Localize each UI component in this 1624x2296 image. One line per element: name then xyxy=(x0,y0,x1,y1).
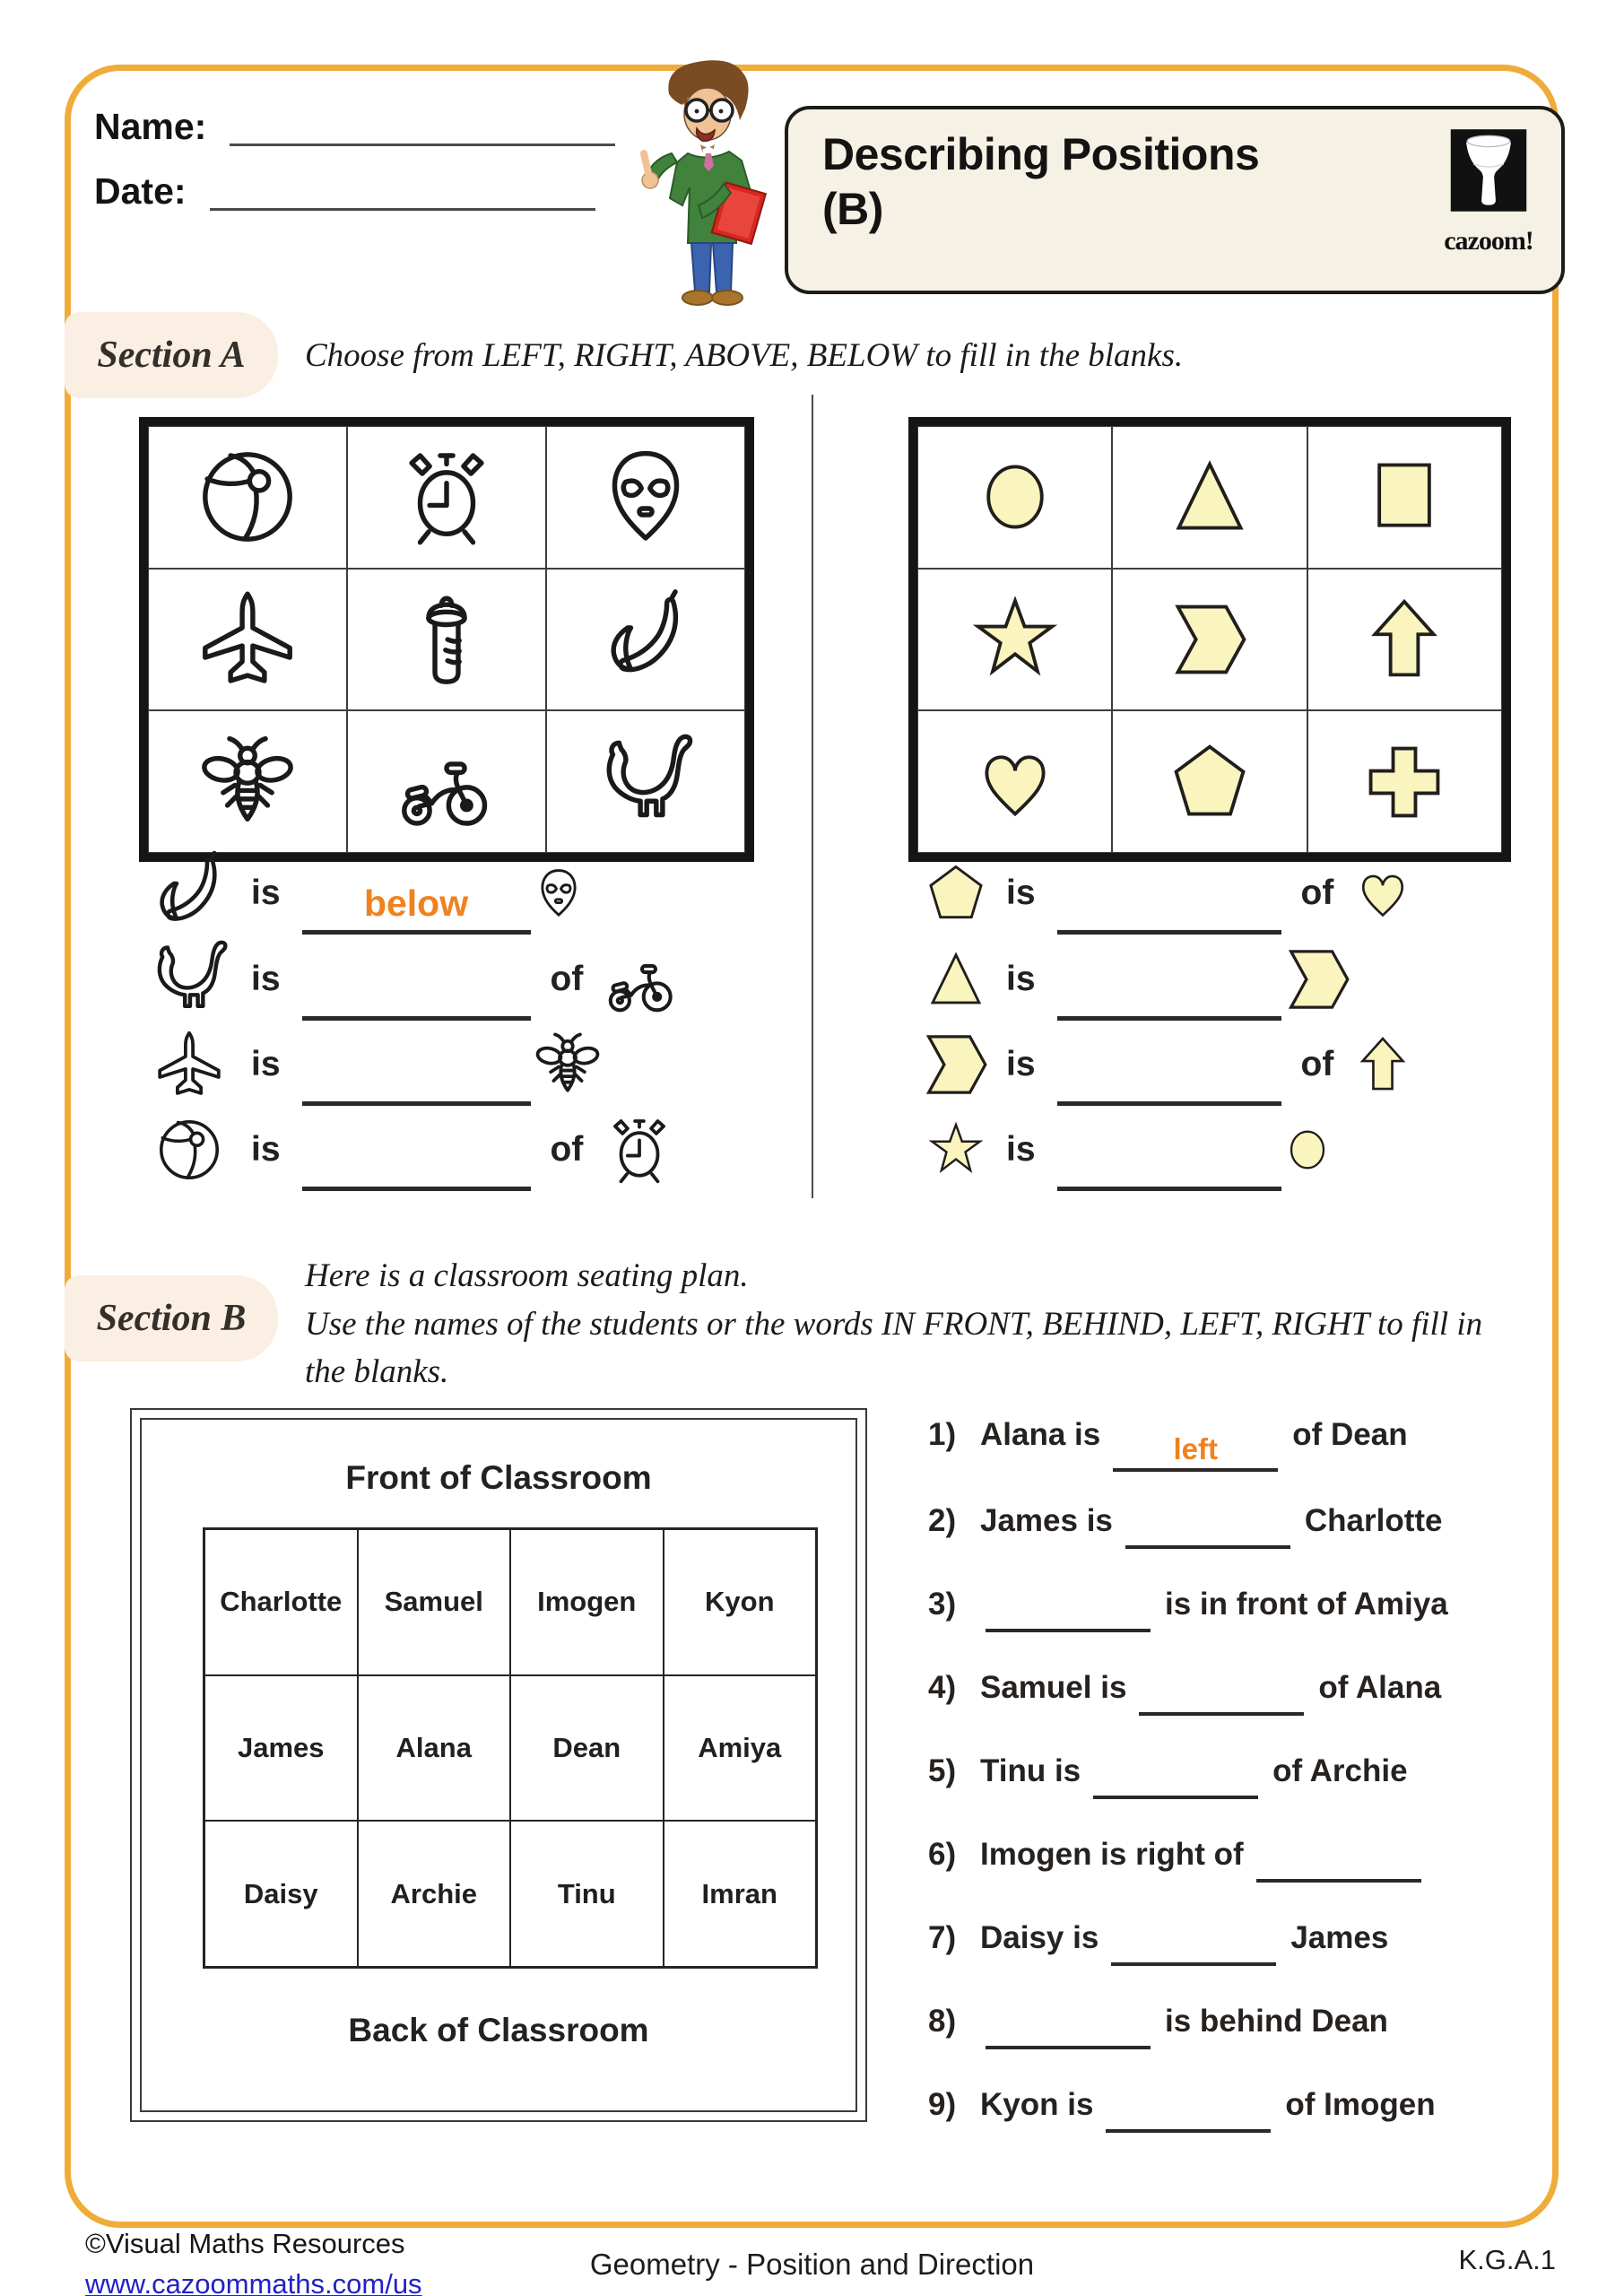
question-number: 3) xyxy=(928,1587,957,1622)
dinosaur-icon xyxy=(146,936,232,1022)
seat-cell: James xyxy=(204,1675,358,1822)
section-b-instruction xyxy=(305,1252,1511,1396)
ball-icon xyxy=(148,426,347,569)
sentence-verb: is xyxy=(251,1045,281,1083)
question-4 xyxy=(928,1667,1441,1716)
seat-cell: Kyon xyxy=(664,1529,817,1675)
seat-cell: Amiya xyxy=(664,1675,817,1822)
question-text-post: Charlotte xyxy=(1304,1503,1443,1538)
seat-cell: Archie xyxy=(358,1821,511,1967)
answer-blank[interactable] xyxy=(1057,941,1281,1021)
answer-blank[interactable] xyxy=(1111,1918,1276,1966)
star-icon xyxy=(917,569,1112,711)
bee-icon xyxy=(148,710,347,853)
page-title-line1: Describing Positions xyxy=(822,129,1260,179)
sentence-row xyxy=(135,1023,604,1106)
question-text-post: is behind Dean xyxy=(1165,2004,1388,2039)
heart-icon xyxy=(917,710,1112,853)
answer-blank[interactable] xyxy=(1057,855,1281,935)
sentence-row xyxy=(913,1023,1412,1106)
chevron-icon xyxy=(1281,943,1355,1016)
seat-cell: Alana xyxy=(358,1675,511,1822)
bee-icon xyxy=(531,1028,604,1101)
question-number: 2) xyxy=(928,1503,957,1538)
name-input-line[interactable] xyxy=(230,104,615,146)
section-a-label: Section A xyxy=(65,312,278,398)
question-3 xyxy=(928,1584,1448,1632)
question-text-post: of Alana xyxy=(1318,1670,1442,1705)
question-number: 9) xyxy=(928,2087,957,2122)
answer-blank[interactable] xyxy=(1256,1834,1421,1883)
answer-blank[interactable] xyxy=(1093,1751,1258,1799)
sentence-row xyxy=(913,852,1412,935)
sentence-verb: is xyxy=(251,960,281,998)
sentence-verb: is xyxy=(1006,960,1036,998)
heart-icon xyxy=(1353,864,1412,923)
question-9 xyxy=(928,2084,1436,2133)
front-of-classroom-label: Front of Classroom xyxy=(345,1459,652,1496)
seating-grid xyxy=(203,1527,818,1969)
question-8 xyxy=(928,2001,1388,2049)
section-b-label: Section B xyxy=(65,1275,278,1361)
chevron-icon xyxy=(1112,569,1307,711)
seat-cell: Daisy xyxy=(204,1821,358,1967)
bananas-icon xyxy=(144,848,234,938)
answer-blank[interactable] xyxy=(302,941,531,1021)
question-text-pre: Imogen is right of xyxy=(980,1837,1244,1872)
question-text-post: of Dean xyxy=(1292,1417,1408,1452)
pentagon-icon xyxy=(1112,710,1307,853)
star-icon xyxy=(928,1122,984,1178)
circle-icon xyxy=(1281,1124,1333,1176)
teacher-illustration xyxy=(612,52,796,314)
sentence-preposition: of xyxy=(1300,874,1334,912)
question-number: 5) xyxy=(928,1753,957,1788)
footer-standard-code: K.G.A.1 xyxy=(1458,2244,1556,2275)
question-text-post: of Imogen xyxy=(1285,2087,1436,2122)
date-field-row xyxy=(94,169,595,213)
arrow-up-icon xyxy=(1307,569,1502,711)
section-a-instruction: Choose from LEFT, RIGHT, ABOVE, BELOW to fill in the blanks. xyxy=(305,337,1184,374)
sentence-preposition: of xyxy=(1300,1045,1334,1083)
tricycle-icon xyxy=(347,710,546,853)
arrow-up-icon xyxy=(1353,1035,1412,1094)
answer-blank[interactable] xyxy=(1106,2084,1271,2133)
seat-cell: Charlotte xyxy=(204,1529,358,1675)
name-field-row xyxy=(94,104,615,148)
airplane-icon xyxy=(148,569,347,711)
seat-cell: Imran xyxy=(664,1821,817,1967)
section-b-instruction-line1: Here is a classroom seating plan. xyxy=(305,1257,749,1294)
question-number: 6) xyxy=(928,1837,957,1872)
page-title-line2: (B) xyxy=(822,184,883,234)
cross-icon xyxy=(1307,710,1502,853)
sentence-row xyxy=(135,938,682,1021)
answer-blank[interactable] xyxy=(1057,1026,1281,1106)
sentence-preposition: of xyxy=(550,960,584,998)
seating-plan-inner xyxy=(140,1418,857,2112)
question-7 xyxy=(928,1918,1388,1966)
question-1 xyxy=(928,1417,1408,1472)
ball-icon xyxy=(154,1115,224,1185)
column-divider xyxy=(812,395,813,1198)
seat-cell: Samuel xyxy=(358,1529,511,1675)
chevron-icon xyxy=(919,1028,993,1101)
question-2 xyxy=(928,1500,1443,1549)
answer-blank[interactable] xyxy=(1139,1667,1304,1716)
question-number: 8) xyxy=(928,2004,957,2039)
cazoom-logo xyxy=(1439,129,1538,257)
question-text-pre: Tinu is xyxy=(980,1753,1081,1788)
sentence-verb: is xyxy=(251,1130,281,1169)
seat-cell: Tinu xyxy=(510,1821,664,1967)
question-6 xyxy=(928,1834,1427,1883)
sentence-verb: is xyxy=(1006,1045,1036,1083)
date-label: Date: xyxy=(94,170,187,212)
sentence-row xyxy=(135,1109,676,1191)
sentence-verb: is xyxy=(251,874,281,912)
alien-icon xyxy=(531,865,586,921)
question-text-pre: Kyon is xyxy=(980,2087,1094,2122)
cazoom-logo-caption: cazoom! xyxy=(1444,226,1533,256)
sentence-verb: is xyxy=(1006,874,1036,912)
question-text-post: of Archie xyxy=(1272,1753,1408,1788)
pentagon-icon xyxy=(924,861,988,926)
triangle-icon xyxy=(924,947,988,1012)
section-b-instruction-line2: Use the names of the students or the words IN FRONT, BEHIND, LEFT, RIGHT to fill in the blanks. xyxy=(305,1305,1483,1391)
sentence-preposition: of xyxy=(550,1130,584,1169)
answer-blank[interactable] xyxy=(1125,1500,1290,1549)
name-label: Name: xyxy=(94,106,207,147)
cazoom-drum-icon xyxy=(1449,129,1528,224)
answer-blank[interactable] xyxy=(302,855,531,935)
bananas-icon xyxy=(546,569,745,711)
baby-bottle-icon xyxy=(347,569,546,711)
back-of-classroom-label: Back of Classroom xyxy=(348,2012,649,2048)
shape-grid xyxy=(908,417,1511,862)
page-title xyxy=(822,127,1259,237)
alarm-clock-icon xyxy=(347,426,546,569)
circle-icon xyxy=(917,426,1112,569)
answer-blank[interactable] xyxy=(1113,1423,1278,1472)
copyright-text: ©Visual Maths Resources xyxy=(85,2228,405,2259)
sentence-row xyxy=(913,1109,1333,1191)
answer-blank[interactable] xyxy=(302,1111,531,1191)
answer-blank[interactable] xyxy=(1057,1111,1281,1191)
answer-blank[interactable] xyxy=(986,1584,1151,1632)
title-box xyxy=(785,106,1565,294)
answer-blank[interactable] xyxy=(986,2001,1151,2049)
question-number: 7) xyxy=(928,1920,957,1955)
answer-text: below xyxy=(363,883,469,924)
alien-icon xyxy=(546,426,745,569)
question-text-post: is in front of Amiya xyxy=(1165,1587,1448,1622)
sentence-verb: is xyxy=(1006,1130,1036,1169)
date-input-line[interactable] xyxy=(210,169,595,211)
answer-blank[interactable] xyxy=(302,1026,531,1106)
question-5 xyxy=(928,1751,1408,1799)
question-number: 4) xyxy=(928,1670,957,1705)
question-text-pre: James is xyxy=(980,1503,1113,1538)
triangle-icon xyxy=(1112,426,1307,569)
seat-cell: Dean xyxy=(510,1675,664,1822)
question-text-pre: Samuel is xyxy=(980,1670,1127,1705)
question-text-pre: Alana is xyxy=(980,1417,1101,1452)
tricycle-icon xyxy=(603,940,682,1019)
picture-grid xyxy=(139,417,754,862)
airplane-icon xyxy=(152,1028,226,1101)
question-number: 1) xyxy=(928,1417,957,1452)
seating-plan xyxy=(130,1408,867,2122)
square-icon xyxy=(1307,426,1502,569)
sentence-row xyxy=(135,852,586,935)
question-text-post: James xyxy=(1290,1920,1389,1955)
website-link[interactable]: www.cazoommaths.com/us xyxy=(85,2268,422,2296)
dinosaur-icon xyxy=(546,710,745,853)
sentence-row xyxy=(913,938,1355,1021)
alarm-clock-icon xyxy=(603,1113,676,1187)
answer-text: left xyxy=(1173,1432,1218,1465)
seat-cell: Imogen xyxy=(510,1529,664,1675)
footer-topic: Geometry - Position and Direction xyxy=(589,2248,1035,2281)
question-text-pre: Daisy is xyxy=(980,1920,1099,1955)
